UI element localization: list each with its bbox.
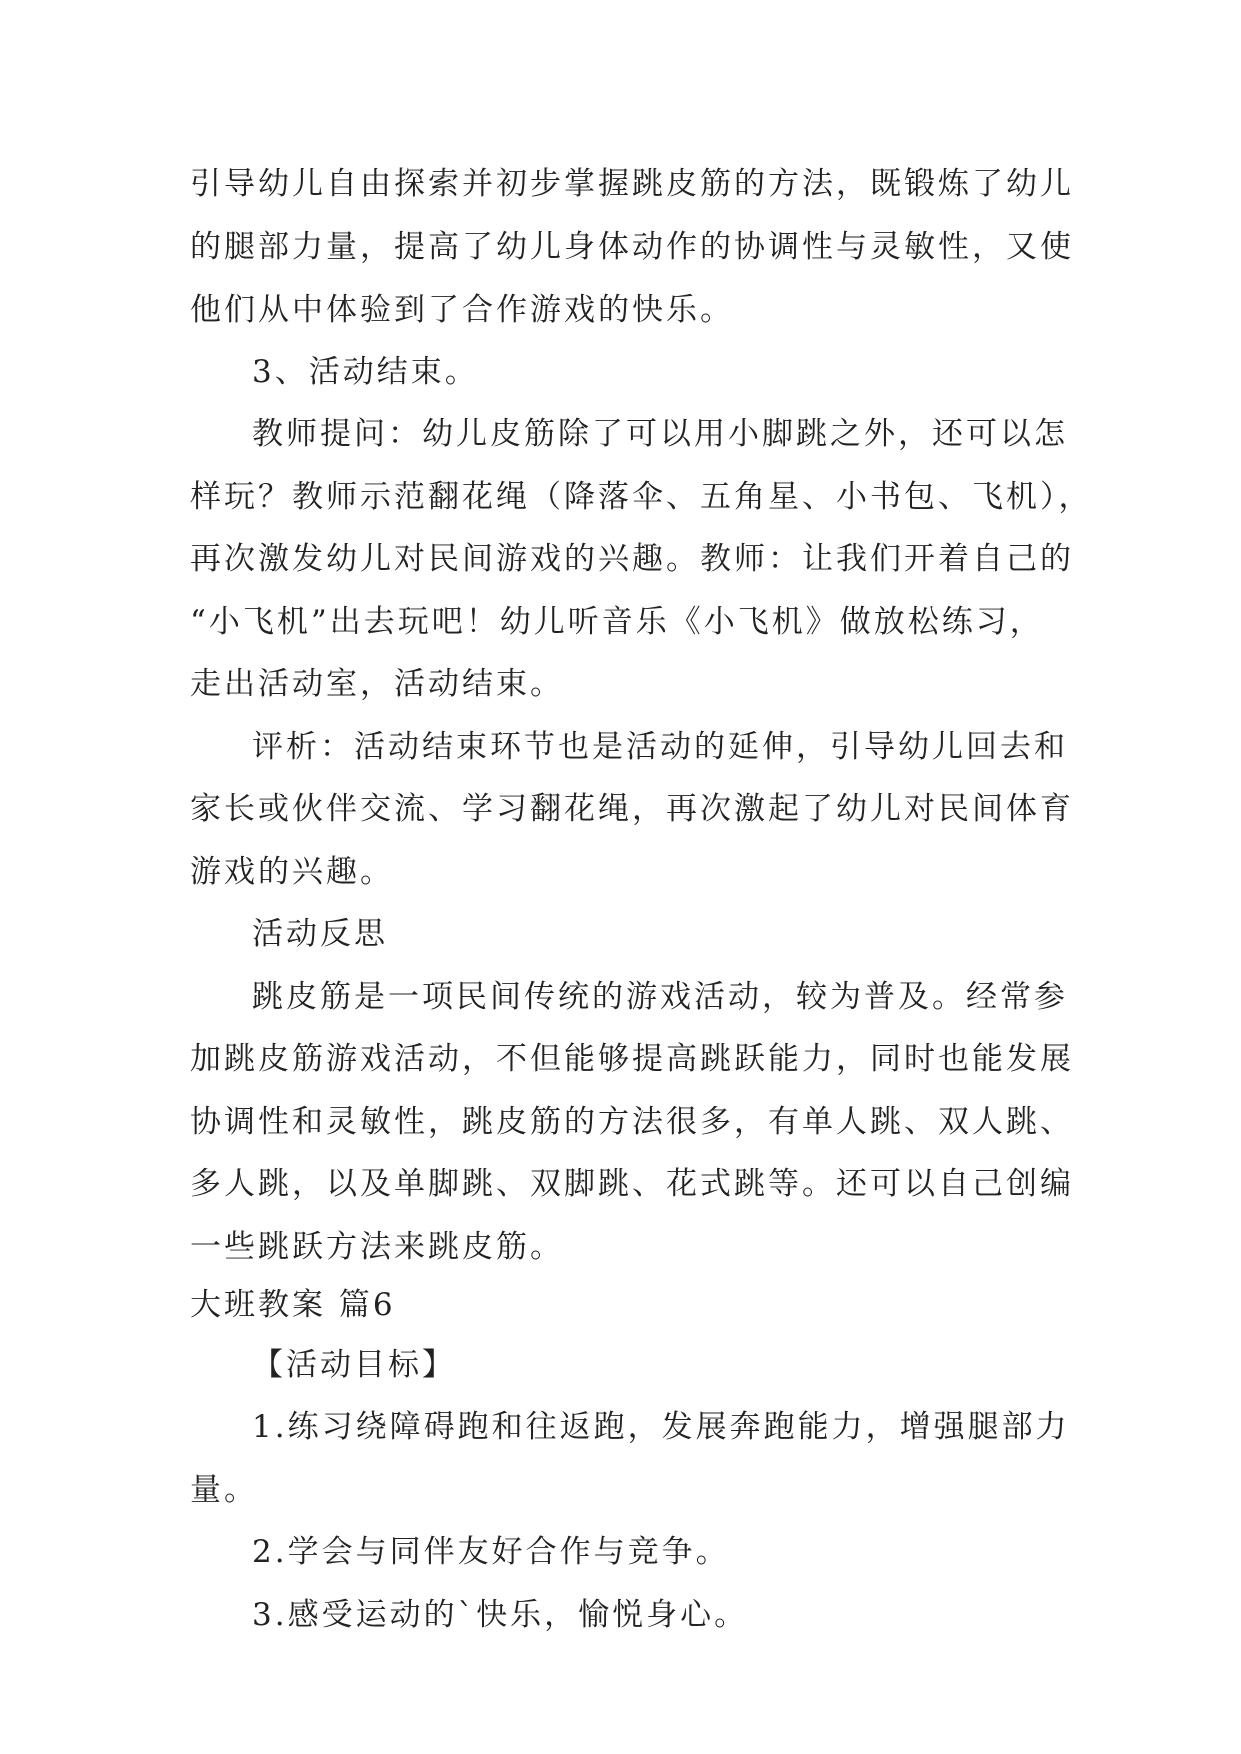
paragraph-line: 加跳皮筋游戏活动，不但能够提高跳跃能力，同时也能发展 xyxy=(190,1041,1074,1077)
section-heading: 活动反思 xyxy=(252,916,388,952)
paragraph-line: 走出活动室，活动结束。 xyxy=(190,666,564,702)
paragraph-line: 他们从中体验到了合作游戏的快乐。 xyxy=(190,292,734,328)
paragraph-line: 3.感受运动的`快乐，愉悦身心。 xyxy=(252,1597,749,1633)
paragraph-line: 家长或伙伴交流、学习翻花绳，再次激起了幼儿对民间体育 xyxy=(190,791,1074,827)
paragraph-line: 的腿部力量，提高了幼儿身体动作的协调性与灵敏性，又使 xyxy=(190,229,1074,265)
paragraph-line: 多人跳，以及单脚跳、双脚跳、花式跳等。还可以自己创编 xyxy=(190,1166,1074,1202)
section-heading: 3、活动结束。 xyxy=(252,354,479,390)
paragraph-line: “小飞机”出去玩吧！幼儿听音乐《小飞机》做放松练习， xyxy=(190,604,1044,640)
paragraph-line: 量。 xyxy=(190,1472,258,1508)
paragraph-line: 一些跳跃方法来跳皮筋。 xyxy=(190,1229,564,1265)
paragraph-line: 2.学会与同伴友好合作与竞争。 xyxy=(252,1534,730,1570)
paragraph-line: 样玩？教师示范翻花绳（降落伞、五角星、小书包、飞机）， xyxy=(190,479,1093,515)
paragraph-line: 游戏的兴趣。 xyxy=(190,854,394,890)
paragraph-line: 教师提问：幼儿皮筋除了可以用小脚跳之外，还可以怎 xyxy=(252,416,1068,452)
paragraph-line: 引导幼儿自由探索并初步掌握跳皮筋的方法，既锻炼了幼儿 xyxy=(190,166,1074,202)
paragraph-line: 评析：活动结束环节也是活动的延伸，引导幼儿回去和 xyxy=(252,729,1068,765)
paragraph-line: 协调性和灵敏性，跳皮筋的方法很多，有单人跳、双人跳、 xyxy=(190,1104,1074,1140)
section-heading: 【活动目标】 xyxy=(252,1347,456,1383)
paragraph-line: 跳皮筋是一项民间传统的游戏活动，较为普及。经常参 xyxy=(252,979,1068,1015)
paragraph-line: 再次激发幼儿对民间游戏的兴趣。教师：让我们开着自己的 xyxy=(190,541,1074,577)
lesson-title: 大班教案 篇6 xyxy=(190,1287,396,1323)
paragraph-line: 1.练习绕障碍跑和往返跑，发展奔跑能力，增强腿部力 xyxy=(252,1409,1070,1445)
